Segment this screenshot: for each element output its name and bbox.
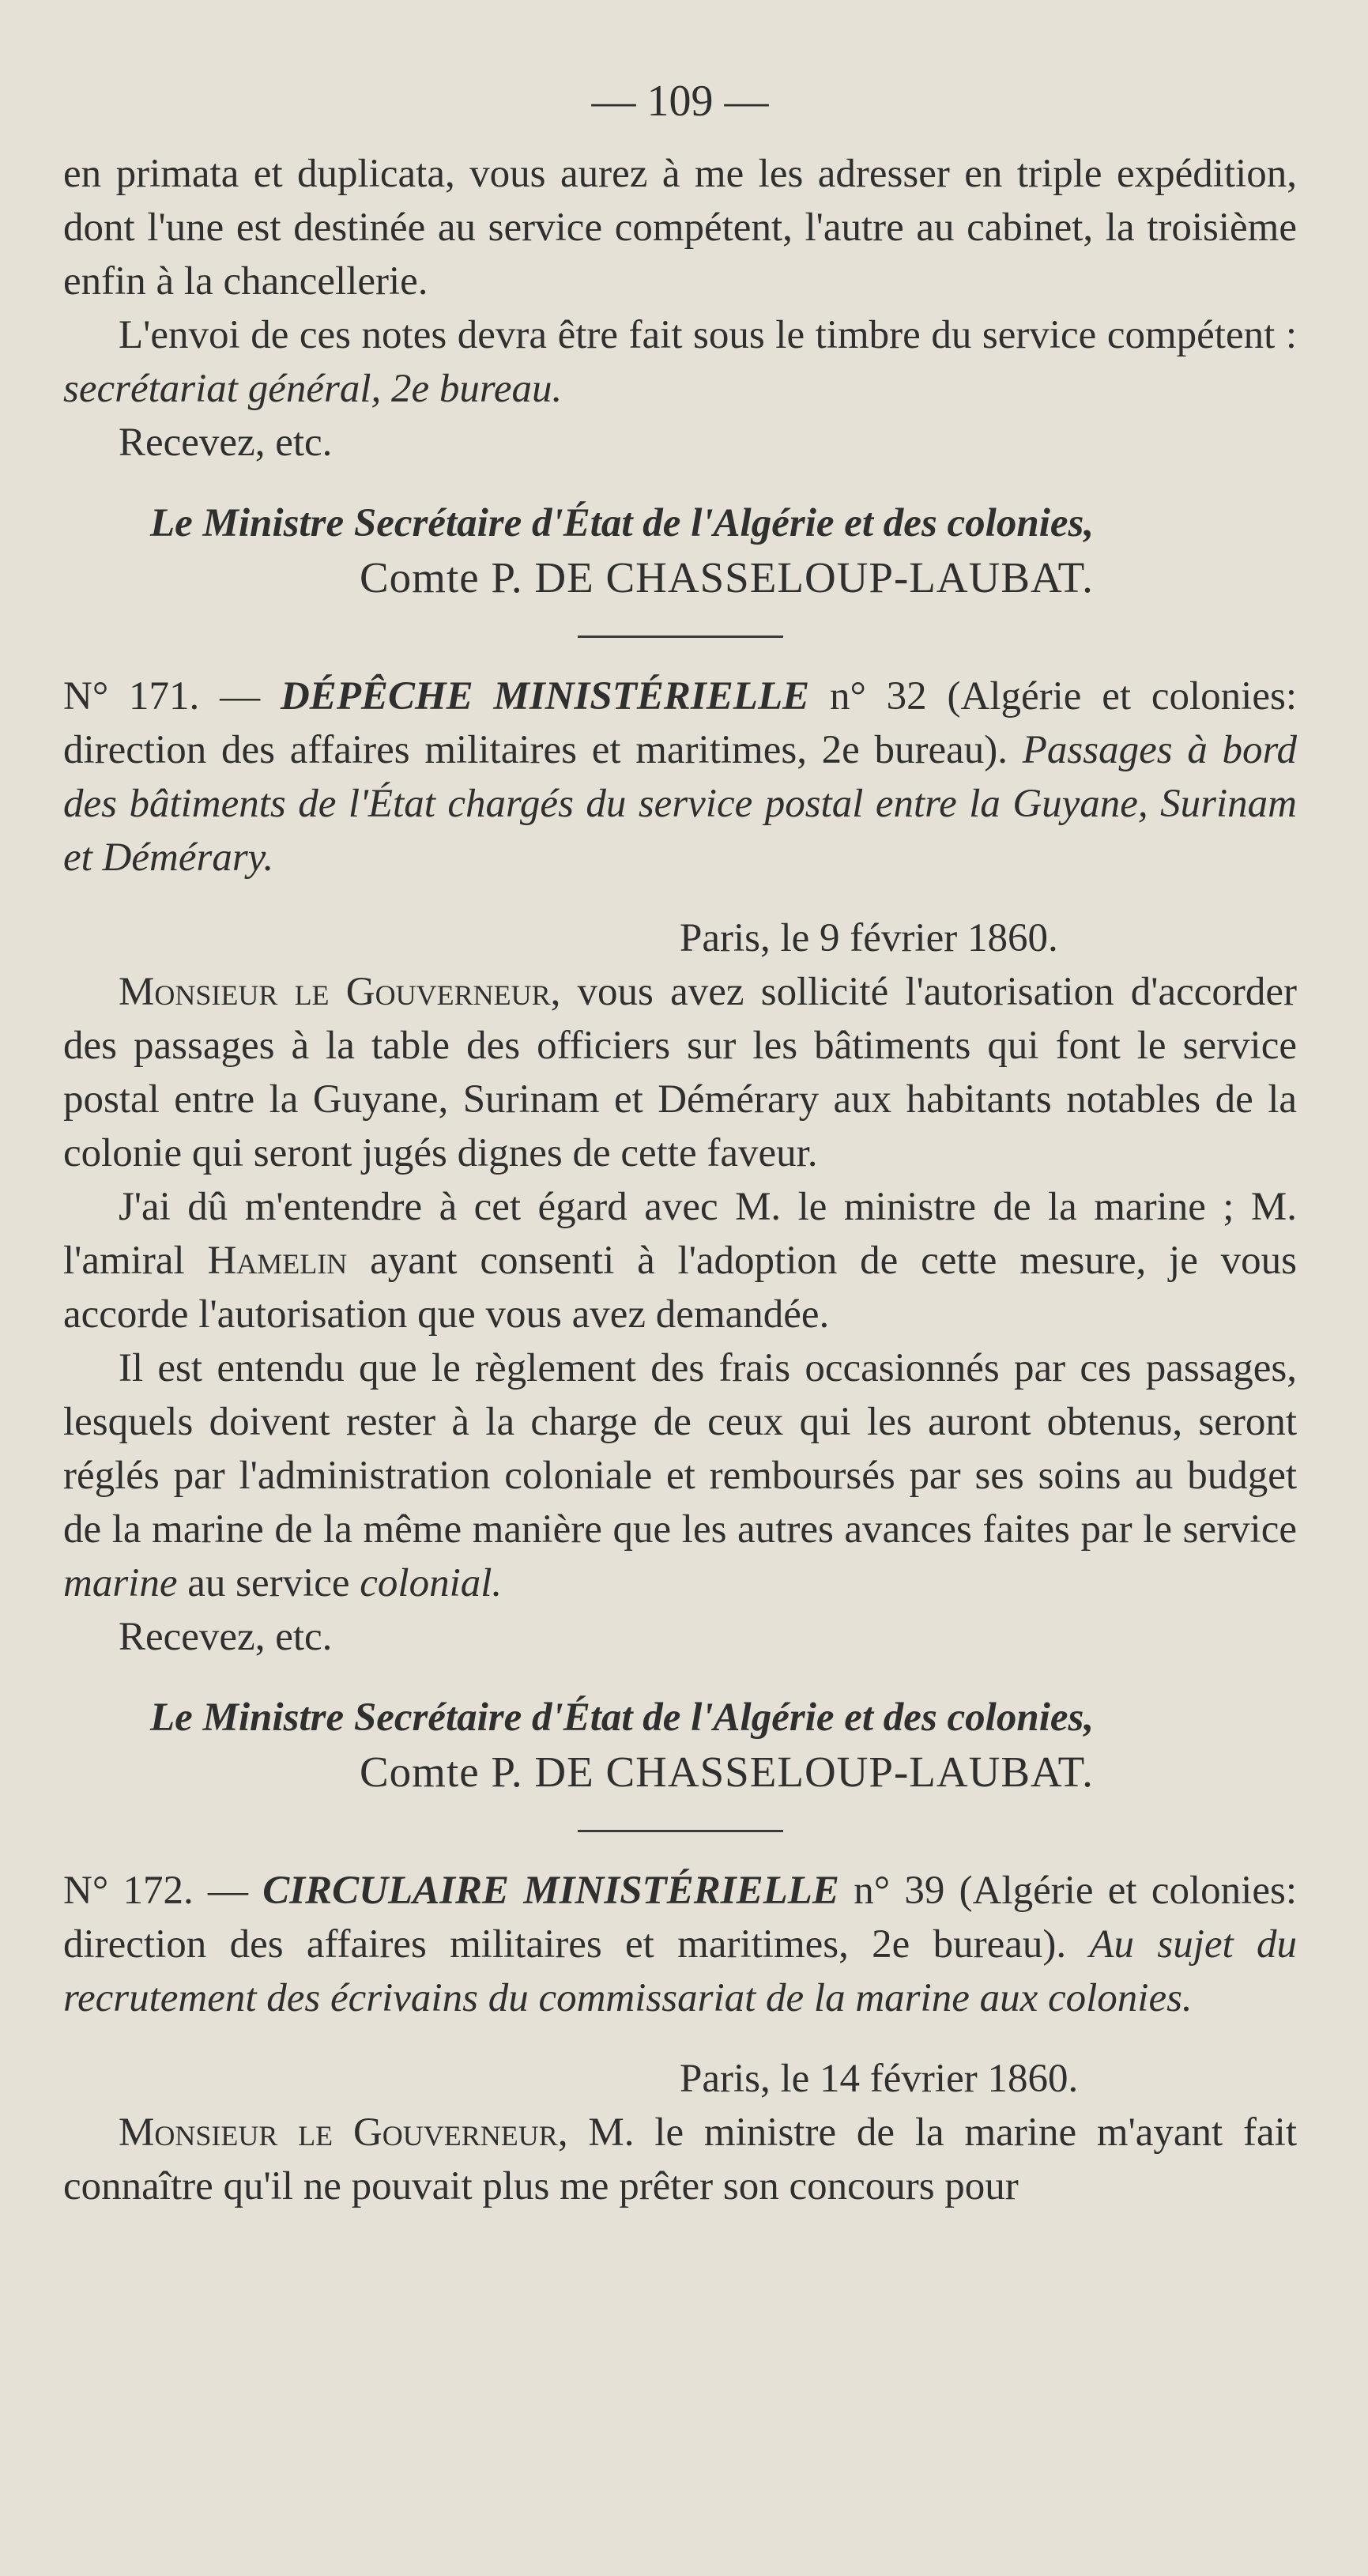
- document-subject: Passages à bord des bâtiments de l'État chargés du service postal entre la Guyane, Surinam et Démérary.: [63, 728, 1298, 880]
- closing-formula: Recevez, etc.: [119, 421, 333, 465]
- document-number: N° 171. —: [63, 674, 281, 718]
- body-paragraph: [63, 1341, 1297, 1610]
- section-divider: [578, 1830, 783, 1832]
- body-text: au service: [177, 1561, 360, 1605]
- dateline: Paris, le 14 février 1860.: [680, 2057, 1079, 2101]
- section-divider: [578, 636, 783, 638]
- document-subject: Au sujet du recrutement des écrivains du commissariat de la marine aux colonies.: [63, 1922, 1297, 2020]
- person-name: Hamelin: [207, 1239, 348, 1283]
- dateline: Paris, le 9 février 1860.: [680, 916, 1058, 960]
- continuation-paragraph: en primata et duplicata, vous aurez à me les adresser en triple expédition, dont l'une est destinée au service compétent, l'autre au cabinet, la troisième enfin à la chancellerie.: [63, 152, 1297, 304]
- signature-name: Comte P. DE CHASSELOUP-LAUBAT.: [360, 553, 1094, 602]
- document-heading: [63, 669, 1297, 884]
- signature-name: Comte P. DE CHASSELOUP-LAUBAT.: [360, 1748, 1094, 1796]
- document-172: [63, 1864, 1297, 2213]
- body-text: Il est entendu que le règlement des frais occasionnés par ces passages, lesquels doivent rester à la charge de ceux qui les auront obtenus, seront réglés par l'administration coloniale et remboursés par ses soins au budget de la marine de la même manière que les autres avances faites par le service: [63, 1346, 1297, 1552]
- body-paragraph: [63, 2106, 1297, 2213]
- signature-title: Le Ministre Secrétaire d'État de l'Algérie et des colonies,: [150, 1695, 1095, 1740]
- service-marine: marine: [63, 1561, 178, 1605]
- body-text: ayant consenti à l'adoption de cette mesure, je vous accorde l'autorisation que vous avez demandée.: [63, 1239, 1297, 1337]
- document-type: CIRCULAIRE MINISTÉRIELLE: [262, 1869, 839, 1913]
- document-type: DÉPÊCHE MINISTÉRIELLE: [280, 674, 810, 718]
- document-reference: n° 32 (Algérie et colonies: direction des affaires militaires et maritimes, 2e bureau).: [63, 674, 1297, 772]
- page-number: — 109 —: [591, 77, 769, 126]
- previous-document-continuation: [63, 147, 1297, 605]
- envoi-service: secrétariat général, 2e bureau.: [63, 367, 563, 411]
- closing-formula: Recevez, etc.: [119, 1615, 333, 1659]
- signature-title: Le Ministre Secrétaire d'État de l'Algérie et des colonies,: [150, 501, 1095, 545]
- document-heading: [63, 1864, 1297, 2025]
- document-171: [63, 669, 1297, 1800]
- service-colonial: colonial.: [360, 1561, 503, 1605]
- body-paragraph: [63, 965, 1297, 1180]
- body-text: J'ai dû m'entendre à cet égard avec M. le ministre de la marine ; M. l'amiral: [63, 1185, 1297, 1283]
- body-text: , vous avez sollicité l'autorisation d'accorder des passages à la table des officiers sur les bâtiments qui font le service postal entre la Guyane, Surinam et Démérary aux habitants notables de la colonie qui seront jugés dignes de cette faveur.: [63, 970, 1297, 1175]
- body-paragraph: [63, 1180, 1297, 1341]
- document-reference: n° 39 (Algérie et colonies: direction des affaires militaires et maritimes, 2e bureau).: [63, 1869, 1297, 1967]
- body-text: , M. le ministre de la marine m'ayant fait connaître qu'il ne pouvait plus me prêter son concours pour: [63, 2110, 1297, 2208]
- envoi-paragraph: [63, 308, 1297, 416]
- envoi-text: L'envoi de ces notes devra être fait sous le timbre du service compétent :: [119, 313, 1297, 357]
- document-number: N° 172. —: [63, 1869, 263, 1913]
- salutation: Monsieur le Gouverneur: [119, 970, 551, 1014]
- salutation: Monsieur le Gouverneur: [119, 2110, 558, 2155]
